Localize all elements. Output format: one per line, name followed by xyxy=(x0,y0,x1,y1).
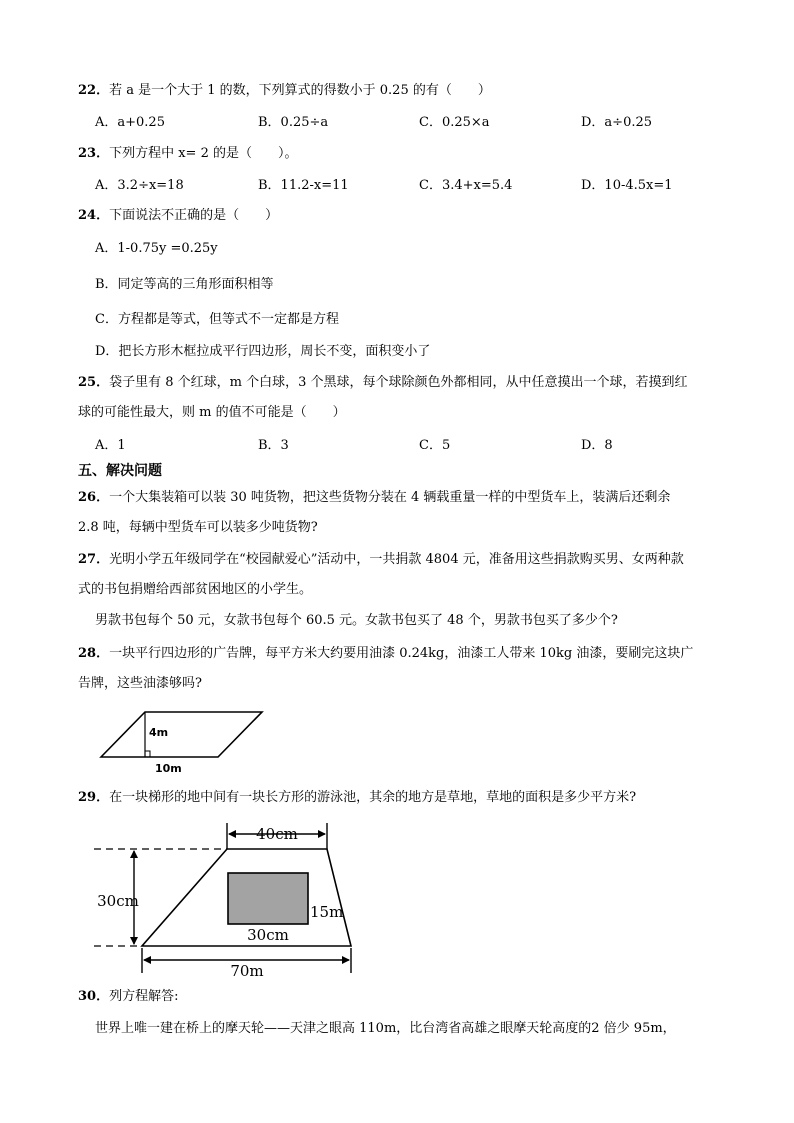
question-22 xyxy=(78,82,491,100)
option-b: B．3 xyxy=(258,438,289,453)
rect-width-label: 30cm xyxy=(247,926,289,944)
height-label: 4m xyxy=(149,726,169,739)
question-stem: 袋子里有 8 个红球，m 个白球，3 个黑球，每个球除颜色外都相同，从中任意摸出一个球，若摸到红 xyxy=(109,375,688,390)
question-stem: 下面说法不正确的是（ ） xyxy=(109,208,279,223)
question-stem-continued: 球的可能性最大，则 m 的值不可能是（ ） xyxy=(78,405,346,420)
question-stem-continued: 世界上唯一建在桥上的摩天轮——天津之眼高 110m，比台湾省高雄之眼摩天轮高度的2 倍少 95m， xyxy=(95,1021,676,1036)
right-angle-mark xyxy=(145,751,150,757)
rect-height-label: 15m xyxy=(310,903,344,921)
question-number: 24． xyxy=(78,208,110,223)
question-number: 22． xyxy=(78,83,110,98)
parallelogram-shape xyxy=(101,712,262,757)
question-23 xyxy=(78,145,298,163)
option-b: B．0.25÷a xyxy=(258,115,329,130)
question-stem: 列方程解答: xyxy=(109,989,179,1004)
question-stem-continued: 男款书包每个 50 元，女款书包每个 60.5 元。女款书包买了 48 个，男款书包买了多少个? xyxy=(95,613,618,628)
question-number: 30． xyxy=(78,989,110,1004)
question-stem: 一块平行四边形的广告牌，每平方米大约要用油漆 0.24kg，油漆工人带来 10kg 油漆，要刷完这块广 xyxy=(109,646,694,661)
question-number: 23． xyxy=(78,146,110,161)
question-26 xyxy=(78,489,670,507)
question-29 xyxy=(78,789,636,807)
option-a: A．1 xyxy=(95,438,126,453)
option-c: C．3.4+x=5.4 xyxy=(419,178,513,193)
question-stem-continued: 2.8 吨，每辆中型货车可以装多少吨货物? xyxy=(78,520,318,535)
option-c: C．0.25×a xyxy=(419,115,490,130)
option-c: C．5 xyxy=(419,438,451,453)
question-stem-continued: 式的书包捐赠给西部贫困地区的小学生。 xyxy=(78,582,313,597)
option-d: D．把长方形木框拉成平行四边形，周长不变，面积变小了 xyxy=(95,344,431,359)
option-b: B．11.2-x=11 xyxy=(258,178,349,193)
question-25 xyxy=(78,374,688,392)
top-label: 40cm xyxy=(256,825,298,843)
option-a: A．3.2÷x=18 xyxy=(95,178,184,193)
question-24 xyxy=(78,207,278,225)
question-number: 28． xyxy=(78,646,110,661)
question-stem: 在一块梯形的地中间有一块长方形的游泳池，其余的地方是草地，草地的面积是多少平方米? xyxy=(109,790,637,805)
option-c: C．方程都是等式，但等式不一定都是方程 xyxy=(95,312,339,327)
option-b: B．同定等高的三角形面积相等 xyxy=(95,277,274,292)
question-number: 25． xyxy=(78,375,110,390)
question-number: 27． xyxy=(78,552,110,567)
option-d: D．a÷0.25 xyxy=(581,115,653,130)
option-a: A．a+0.25 xyxy=(95,115,165,130)
question-stem: 一个大集装箱可以装 30 吨货物，把这些货物分装在 4 辆载重量一样的中型货车上，装满后还剩余 xyxy=(109,490,671,505)
option-a: A．1-0.75y =0.25y xyxy=(95,241,218,256)
section-title: 五、解决问题 xyxy=(78,463,162,479)
question-number: 29． xyxy=(78,790,110,805)
trapezoid-figure xyxy=(90,815,380,980)
question-27 xyxy=(78,551,684,569)
option-d: D．8 xyxy=(581,438,613,453)
question-number: 26． xyxy=(78,490,110,505)
pool-rectangle xyxy=(228,873,308,924)
question-stem-continued: 告牌，这些油漆够吗? xyxy=(78,676,202,691)
question-stem: 下列方程中 x= 2 的是（ ）。 xyxy=(109,146,298,161)
option-d: D．10-4.5x=1 xyxy=(581,178,673,193)
question-30 xyxy=(78,988,178,1006)
question-28 xyxy=(78,645,693,663)
height-label: 30cm xyxy=(97,892,139,910)
base-label: 10m xyxy=(155,762,182,775)
question-stem: 若 a 是一个大于 1 的数，下列算式的得数小于 0.25 的有（ ） xyxy=(109,83,491,98)
parallelogram-figure xyxy=(95,706,270,778)
question-stem: 光明小学五年级同学在“校园献爱心”活动中，一共捐款 4804 元，准备用这些捐款购买男、女两种款 xyxy=(109,552,684,567)
bottom-label: 70m xyxy=(230,962,264,980)
